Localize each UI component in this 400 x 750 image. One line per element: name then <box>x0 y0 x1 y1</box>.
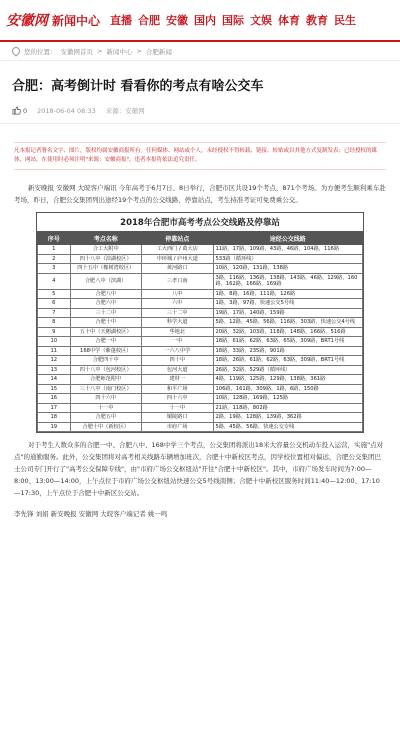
col-header-routes: 途经公交线路 <box>213 233 363 245</box>
article-meta <box>0 102 400 124</box>
cell-no: 5 <box>38 289 71 299</box>
cell-site: 168中学（紫蓬校区） <box>70 346 142 356</box>
cell-no: 10 <box>38 337 71 347</box>
byline: 李先锋 刘娟 新安晚报 安徽网 大皖客户端记者 姚一鸣 <box>14 510 168 518</box>
cell-stop: 一中 <box>142 337 214 347</box>
site-header <box>0 0 400 42</box>
cell-no: 3 <box>38 264 71 274</box>
cell-stop: 建材一 <box>142 375 214 385</box>
cell-routes: 21路，118路，802路 <box>213 403 363 413</box>
breadcrumb-separator: > <box>97 47 103 55</box>
cell-no: 16 <box>38 394 71 404</box>
cell-stop: 和平广场 <box>142 384 214 394</box>
cell-no: 13 <box>38 365 71 375</box>
cell-stop: 包河大道 <box>142 365 214 375</box>
table-row <box>38 403 363 413</box>
cell-routes: 5路，45路，56路，快速公交专线 <box>213 422 363 432</box>
cell-routes: 19路，17路，140路，159路 <box>213 308 363 318</box>
table-row <box>38 422 363 432</box>
cell-site: 四十八中（包河校区） <box>70 365 142 375</box>
cell-site: 五十中（天鹅湖校区） <box>70 327 142 337</box>
cell-site: 合肥十中（新校区） <box>70 422 142 432</box>
nav-item[interactable]: 国际 <box>222 14 245 27</box>
nav-item[interactable]: 安徽 <box>166 14 189 27</box>
cell-no: 9 <box>38 327 71 337</box>
cell-no: 15 <box>38 384 71 394</box>
cell-stop: 六中 <box>142 299 214 309</box>
cell-routes: 26路，32路，529路（循环线） <box>213 365 363 375</box>
article-title: 合肥：高考倒计时 看看你的考点有啥公交车 <box>12 79 264 94</box>
cell-no: 8 <box>38 318 71 328</box>
breadcrumb-home[interactable]: 安徽网首页 <box>60 47 93 56</box>
nav-item[interactable]: 体育 <box>278 14 301 27</box>
thumbs-up-icon <box>12 106 21 115</box>
cell-routes: 10路，128路，169路，125路 <box>213 394 363 404</box>
nav-item[interactable]: 文娱 <box>250 14 273 27</box>
nav-item[interactable]: 直播 <box>110 14 133 27</box>
cell-stop: 科学大道 <box>142 318 214 328</box>
cell-site: 合肥六中 <box>70 299 142 309</box>
cell-no: 12 <box>38 356 71 366</box>
table-row <box>38 346 363 356</box>
nav-item[interactable]: 民生 <box>334 14 357 27</box>
cell-no: 1 <box>38 245 71 255</box>
cell-routes: 20路，32路，103路，118路，148路，166路，516路 <box>213 327 363 337</box>
cell-site: 合肥八中（滨湖） <box>70 273 142 289</box>
cell-stop: 工大西门 / 葛大店 <box>142 245 214 255</box>
breadcrumb-separator: > <box>136 47 142 55</box>
cell-routes: 2路，19路，128路，139路，362路 <box>213 413 363 423</box>
intro-paragraph: 新安晚报 安徽网 大皖客户端讯 今年高考于6月7日、8日举行，合肥市区共设19个考点，871个考场。为方便考生顺利乘车赴考场，昨日，合肥公交集团列出途经19个考点的公交线路、停靠站点，考生持准考证可免费乘公交。 <box>14 184 386 204</box>
cell-site: 合肥八中 <box>70 289 142 299</box>
cell-stop: 华地北 <box>142 327 214 337</box>
cell-stop: 十一中 <box>142 403 214 413</box>
cell-site: 合肥一中 <box>70 337 142 347</box>
cell-no: 11 <box>38 346 71 356</box>
cell-stop: 三孝口南 <box>142 273 214 289</box>
cell-stop: 八中 <box>142 289 214 299</box>
like-button[interactable] <box>12 106 27 115</box>
cell-site: 三十八中（南门校区） <box>70 384 142 394</box>
breadcrumb-prefix: 您的位置： <box>24 47 57 56</box>
cell-no: 6 <box>38 299 71 309</box>
cell-routes: 4路，119路，125路，129路，138路，361路 <box>213 375 363 385</box>
copyright-notice: 凡本报记者署名文字、图片，版权均属安徽商报所有。任何媒体、网站或个人，未经授权不得转载、链接、转贴或以其他方式复制发表；已经授权的媒体、网站，在使用时必须注明"来源：安徽商报"，违者本报将依法追究责任。 <box>14 142 386 170</box>
table-title: 2018年合肥市高考考点公交线路及停靠站 <box>37 213 363 232</box>
cell-stop: 四十六中 <box>142 394 214 404</box>
cell-routes: 18路，33路，235路，901路 <box>213 346 363 356</box>
table-row <box>38 308 363 318</box>
section-name[interactable]: 新闻中心 <box>52 13 101 28</box>
col-header-site: 考点名称 <box>70 233 142 245</box>
breadcrumb-news[interactable]: 新闻中心 <box>106 47 133 56</box>
cell-site: 三十二中 <box>70 308 142 318</box>
table-row <box>38 273 363 289</box>
table-row <box>38 337 363 347</box>
table-row <box>38 384 363 394</box>
cell-routes: 5路，12路，45路，56路，116路，303路，快速公交4号线 <box>213 318 363 328</box>
col-header-stop: 停靠站点 <box>142 233 214 245</box>
cell-routes: 1路，3路，97路，快速公交5号线 <box>213 299 363 309</box>
bus-route-table <box>36 212 364 433</box>
location-icon <box>10 45 21 56</box>
cell-routes: 11路，17路，109路，43路，46路，104路，116路 <box>213 245 363 255</box>
table-row <box>38 413 363 423</box>
site-logo[interactable]: 安徽网 <box>6 13 48 29</box>
cell-site: 四十五中（橡树湾校区） <box>70 264 142 274</box>
table-row <box>38 245 363 255</box>
detail-paragraph: 对于考生人数众多的合肥一中、合肥八中、168中学三个考点，公交集团将派出18米大容量公交机动车投入运营，实施"点对点"的通勤服务。此外，公交集团将对高考相关线路车辆增加班次，合肥十中新校区考点，因学校位置相对偏远，合肥公交集团巴士公司专门开行了"高考公交保障专线"，由"市府广场公交枢纽站"开往"合肥十中新校区"。其中，市府广场发车时间为7:00—8:00、13:00—14:00，上午点位于市府广场公交枢纽站快速公交5号线南侧；合肥十中新校区服务时间11:40—12:00、17:10—17:30，上午点位于合肥十中新区公交站。 <box>14 441 384 497</box>
cell-stop: 中环城 / 庐州大道 <box>142 254 214 264</box>
cell-stop: 铜陵路口 <box>142 413 214 423</box>
col-header-no: 序号 <box>38 233 71 245</box>
cell-routes: 533路（循环线） <box>213 254 363 264</box>
cell-no: 4 <box>38 273 71 289</box>
cell-site: 合工大附中 <box>70 245 142 255</box>
cell-no: 2 <box>38 254 71 264</box>
cell-site: 合肥五中 <box>70 413 142 423</box>
table-row <box>38 394 363 404</box>
cell-site: 合肥十中 <box>70 318 142 328</box>
cell-routes: 10路，120路，131路，138路 <box>213 264 363 274</box>
breadcrumb-hefei[interactable]: 合肥新闻 <box>145 47 172 56</box>
nav-item[interactable]: 教育 <box>306 14 329 27</box>
cell-no: 7 <box>38 308 71 318</box>
table-row <box>38 375 363 385</box>
article-source: 来源：安徽网 <box>105 107 145 115</box>
table-row <box>38 289 363 299</box>
main-nav <box>110 12 394 28</box>
table-row <box>38 299 363 309</box>
cell-routes: 106路，161路，309路，1路，6路，150路 <box>213 384 363 394</box>
cell-site: 四十六中 <box>70 394 142 404</box>
cell-stop: 市府广场 <box>142 422 214 432</box>
cell-no: 18 <box>38 413 71 423</box>
cell-routes: 18路，61路，62路，63路，65路，309路，BRT1号线 <box>213 337 363 347</box>
nav-item[interactable]: 国内 <box>194 14 217 27</box>
table-row <box>38 254 363 264</box>
nav-item[interactable]: 合肥 <box>138 14 161 27</box>
cell-site: 十一中 <box>70 403 142 413</box>
cell-routes: 18路，26路，61路，62路，63路，309路，BRT1号线 <box>213 356 363 366</box>
table-row <box>38 327 363 337</box>
cell-stop: 四十中 <box>142 356 214 366</box>
publish-time: 2018-06-04 08:33 <box>37 106 96 115</box>
table-row <box>38 264 363 274</box>
like-count: 0 <box>23 106 28 115</box>
cell-no: 17 <box>38 403 71 413</box>
cell-stop: 三十二中 <box>142 308 214 318</box>
cell-no: 14 <box>38 375 71 385</box>
breadcrumb <box>0 42 400 61</box>
cell-routes: 3路，116路，136路，138路，143路，46路，129路，160路，162路，166路，169路 <box>213 273 363 289</box>
cell-stop: 黄河路口 <box>142 264 214 274</box>
cell-site: 四十八中（滨湖校区） <box>70 254 142 264</box>
cell-stop: 一六八中学 <box>142 346 214 356</box>
table-row <box>38 356 363 366</box>
table-row <box>38 318 363 328</box>
cell-routes: 1路，8路，16路，111路，126路 <box>213 289 363 299</box>
cell-site: 合肥师范附中 <box>70 375 142 385</box>
cell-no: 19 <box>38 422 71 432</box>
cell-site: 合肥四十中 <box>70 356 142 366</box>
table-row <box>38 365 363 375</box>
